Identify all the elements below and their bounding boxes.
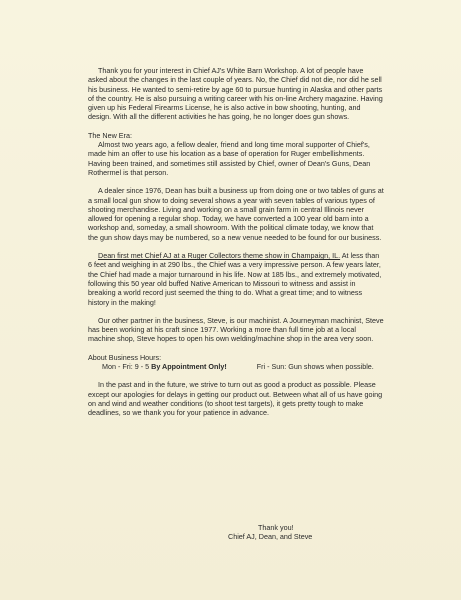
letter-body bbox=[88, 66, 384, 427]
hours-heading: About Business Hours: bbox=[88, 352, 162, 362]
met-chief-paragraph bbox=[88, 251, 384, 307]
hours-line bbox=[88, 362, 384, 371]
dealer-paragraph: A dealer since 1976, Dean has built a business up from doing one or two tables of guns at a small local gun show to doing several shows a year with seven tables of various types of shooting merchandise. Living and working on a small grain farm in central Illinois never allowed for opening a regular shop. Today, we have converted a 100 year old barn into a workshop and, someday, a small showroom. With the political climate today, we know that the gun show days may be numbered, so a new venue needed to be found for our business. bbox=[88, 186, 384, 242]
met-chief-underlined: Dean first met Chief AJ at a Ruger Collectors theme show in Champaign, IL. bbox=[98, 251, 341, 261]
signature-names: Chief AJ, Dean, and Steve bbox=[228, 532, 313, 542]
new-era-paragraph: Almost two years ago, a fellow dealer, friend and long time moral supporter of Chief's, made him an offer to use his location as a base of operation for Ruger embellishments. Having been trained, and sometimes still assisted by Chief, owner of Dean's Guns, Dean Rothermel is that person. bbox=[88, 140, 371, 177]
appointment-only: By Appointment Only! bbox=[151, 362, 227, 372]
machinist-paragraph: Our other partner in the business, Steve, is our machinist. A Journeyman machinist, Steve has been working at his craft since 1977. Working a more than full time job at a local machine shop, Steve hopes to open his own welding/machine shop in the area very soon. bbox=[88, 315, 384, 344]
met-chief-rest: At less than 6 feet and weighing in at 290 lbs., the Chief was a very impressive person. A few years later, the Chief had made a major turnaround in his life. Now at 185 lbs., and extremely motivated, following this 50 year old buffed Native American to Missouri to witness and assist in breaking a world record just seemed the thing to do. What a great time; and to witness history in the making! bbox=[88, 251, 382, 307]
new-era-heading: The New Era: bbox=[88, 130, 132, 140]
intro-paragraph: Thank you for your interest in Chief AJ's White Barn Workshop. A lot of people have asked about the changes in the last couple of years. No, the Chief did not die, nor did he sell his business. He wanted to semi-retire by age 60 to pursue hunting in Alaska and other parts of the country. He is also pursuing a writing career with his on-line Archery magazine. Having given up his Federal Firearms License, he is also active in bow shooting, hunting, and design. With all the different activities he has going, he no longer does gun shows. bbox=[88, 66, 383, 122]
weekend-hours: Fri - Sun: Gun shows when possible. bbox=[256, 362, 374, 372]
signature-thanks: Thank you! bbox=[258, 523, 294, 532]
signature-block bbox=[228, 523, 312, 542]
weekday-hours: Mon - Fri: 9 - 5 bbox=[102, 362, 152, 372]
closing-paragraph: In the past and in the future, we strive to turn out as good a product as possible. Please except our apologies for delays in getting our product out. Between what all of us have going on and wind and weather conditions (to shoot test targets), it gets pretty tough to make deadlines, so we thank you for your patience in advance. bbox=[88, 380, 383, 418]
